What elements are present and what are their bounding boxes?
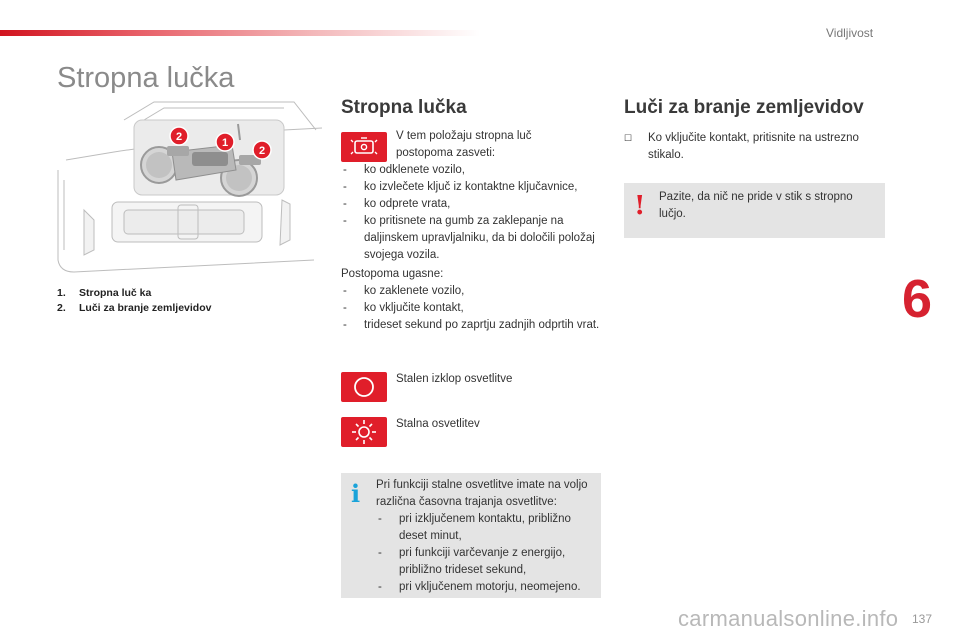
permanent-on-label: Stalna osvetlitev [396,418,480,430]
warning-icon: ! [634,191,646,221]
list-item: - ko pritisnete na gumb za zaklepanje na daljinskem upravljalniku, da bi določili položaj svojega vozila. [341,213,603,264]
page-title: Stropna lučka [57,62,235,94]
bullet-icon: ☐ [624,133,633,143]
chapter-color-bar [0,30,480,36]
door-position-icon [341,132,387,162]
caption-2: 2. Luči za branje zemljevidov [57,302,212,314]
list-item: - ko vključite kontakt, [341,300,603,317]
watermark: carmanualsonline.info [678,606,899,631]
turn-off-intro: Postopoma ugasne: [341,268,444,280]
svg-text:1: 1 [221,137,229,149]
list-item: - ko izvlečete ključ iz kontaktne ključavnice, [341,179,603,196]
info-list [376,511,598,596]
section-name: Vidljivost [826,26,874,40]
door-mode-intro: V tem položaju stropna luč postopoma zasveti: [396,130,532,159]
info-icon: i [351,479,361,508]
list-item: - pri vključenem motorju, neomejeno. [376,579,598,596]
list-item: - pri izključenem kontaktu, približno deset minut, [376,511,598,545]
turn-off-list [341,283,603,334]
list-item: - pri funkciji varčevanje z energijo, približno trideset sekund, [376,545,598,579]
svg-text:2: 2 [258,145,266,157]
map-lights-instruction: Ko vključite kontakt, pritisnite na ustrezno stikalo. [648,132,859,161]
info-intro: Pri funkciji stalne osvetlitve imate na voljo različna časovna trajanja osvetlitve: [376,479,588,508]
svg-text:2: 2 [175,131,183,143]
list-item: - trideset sekund po zaprtju zadnjih odprtih vrat. [341,317,603,334]
lamp-on-icon [341,417,387,447]
page-number: 137 [912,612,933,626]
warning-box [624,183,885,238]
info-box [341,473,601,598]
list-item: - ko odprete vrata, [341,196,603,213]
warning-text: Pazite, da nič ne pride v stik s stropno lučjo. [659,191,853,220]
section-title-map-lights: Luči za branje zemljevidov [624,97,864,118]
caption-1: 1. Stropna luč ka [57,287,152,299]
permanent-off-label: Stalen izklop osvetlitve [396,373,513,385]
ceiling-lamp-illustration [54,100,322,278]
section-title-ceiling-lamp: Stropna lučka [341,97,467,118]
list-item: - ko odklenete vozilo, [341,162,603,179]
callout-2-right [253,141,271,159]
list-item: - ko zaklenete vozilo, [341,283,603,300]
lamp-off-icon [341,372,387,402]
callout-2-left [170,127,188,145]
turn-on-list [341,162,603,264]
callout-1 [216,133,234,151]
chapter-number: 6 [902,269,933,329]
illustration-captions [57,286,211,316]
